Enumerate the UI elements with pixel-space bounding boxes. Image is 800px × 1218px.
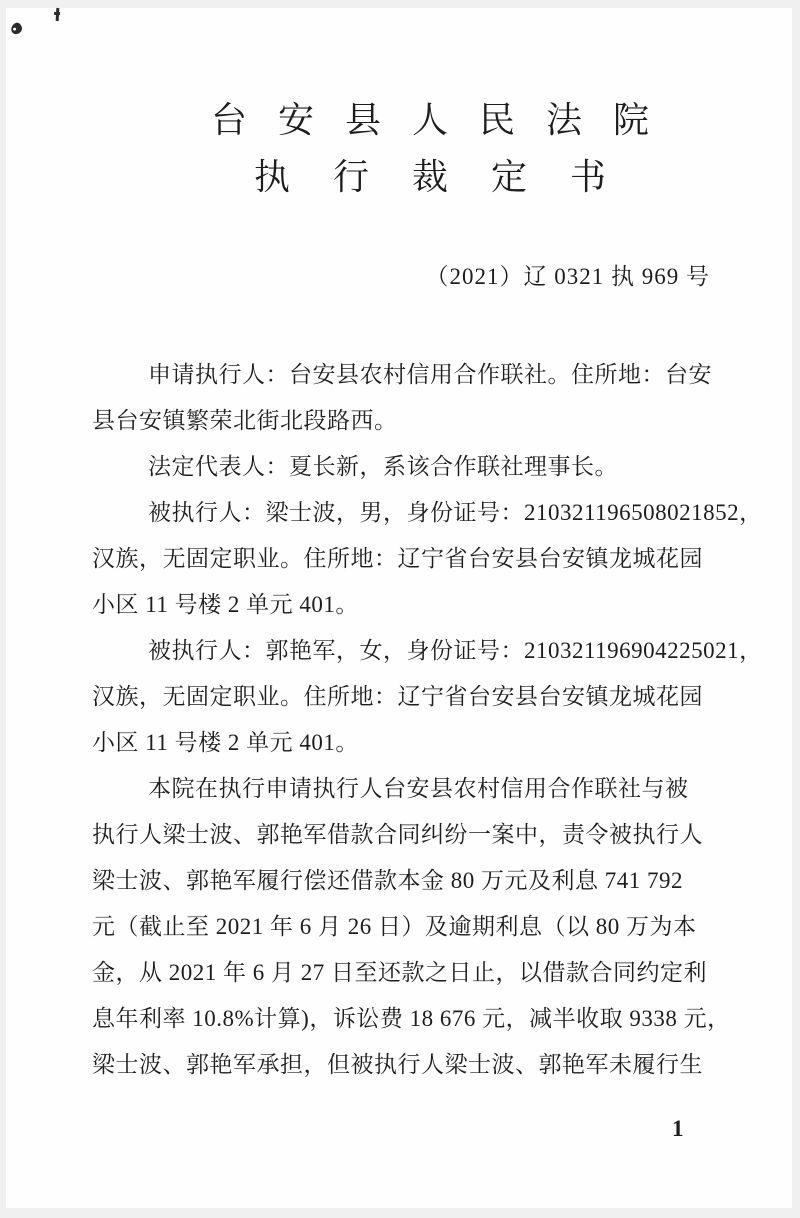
text-line: 申请执行人：台安县农村信用合作联社。住所地：台安 <box>148 362 712 387</box>
text-line: 汉族，无固定职业。住所地：辽宁省台安县台安镇龙城花园 <box>92 546 703 571</box>
court-name-title: 台 安 县 人 民 法 院 <box>210 100 660 140</box>
text-line: 小区 11 号楼 2 单元 401。 <box>92 730 359 755</box>
document-type-title: 执 行 裁 定 书 <box>253 157 623 198</box>
text-line: 梁士波、郭艳军履行偿还借款本金 80 万元及利息 741 792 <box>92 868 683 893</box>
paragraph <box>92 444 734 490</box>
text-line: 元（截止至 2021 年 6 月 26 日）及逾期利息（以 80 万为本 <box>92 914 697 939</box>
text-line: 县台安镇繁荣北街北段路西。 <box>92 408 398 433</box>
paragraph <box>92 628 763 766</box>
text-line: 汉族，无固定职业。住所地：辽宁省台安县台安镇龙城花园 <box>92 684 703 709</box>
text-line: 被执行人：梁士波，男，身份证号：210321196508021852， <box>148 500 763 525</box>
text-line: 本院在执行申请执行人台安县农村信用合作联社与被 <box>148 776 689 801</box>
case-number: （2021）辽 0321 执 969 号 <box>425 264 710 289</box>
text-line: 执行人梁士波、郭艳军借款合同纠纷一案中，责令被执行人 <box>92 822 703 847</box>
text-line: 息年利率 10.8%计算)，诉讼费 18 676 元，减半收取 9338 元， <box>92 1006 731 1031</box>
page-number: 1 <box>672 1116 684 1141</box>
text-line: 小区 11 号楼 2 单元 401。 <box>92 592 359 617</box>
document-header <box>60 100 800 199</box>
paragraph <box>92 352 734 444</box>
text-line: 金，从 2021 年 6 月 27 日至还款之日止，以借款合同约定利 <box>92 960 707 985</box>
paragraph <box>92 766 734 1088</box>
paragraph <box>92 490 763 628</box>
text-line: 梁士波、郭艳军承担，但被执行人梁士波、郭艳军未履行生 <box>92 1052 703 1077</box>
text-line: 被执行人：郭艳军，女，身份证号：210321196904225021， <box>148 638 763 663</box>
text-line: 法定代表人：夏长新，系该合作联社理事长。 <box>148 454 618 479</box>
document-body <box>92 352 763 1088</box>
